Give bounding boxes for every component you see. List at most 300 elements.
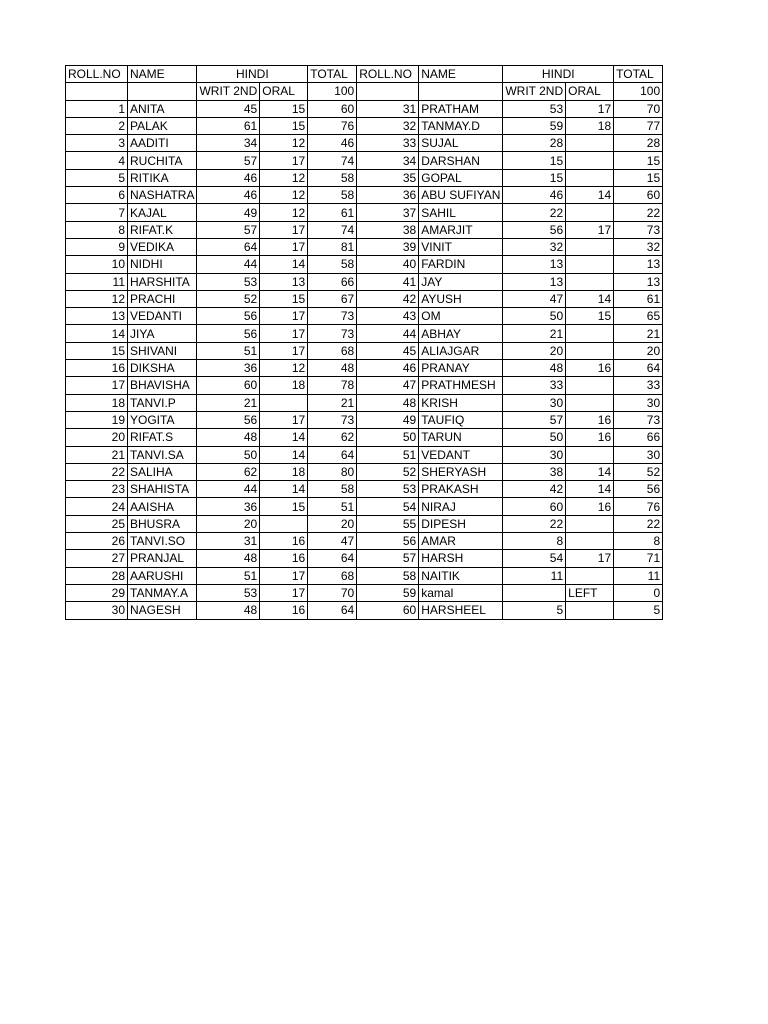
table-row xyxy=(66,515,663,532)
writ-marks-cell: 8 xyxy=(503,533,566,550)
name-cell: RITIKA xyxy=(128,169,197,186)
total-cell: 58 xyxy=(308,256,357,273)
writ-marks-cell: 56 xyxy=(197,325,260,342)
oral-marks-cell: 14 xyxy=(566,481,614,498)
roll-no-cell: 58 xyxy=(357,567,419,584)
total-cell: 21 xyxy=(614,325,663,342)
oral-marks-cell: 17 xyxy=(260,238,308,255)
oral-marks-cell xyxy=(566,377,614,394)
oral-marks-cell xyxy=(566,515,614,532)
table-row xyxy=(66,342,663,359)
roll-no-cell: 37 xyxy=(357,204,419,221)
writ-marks-cell: 56 xyxy=(197,308,260,325)
name-cell: DARSHAN xyxy=(419,152,503,169)
writ-marks-cell: 50 xyxy=(197,446,260,463)
roll-no-cell: 10 xyxy=(66,256,128,273)
writ-marks-cell: 32 xyxy=(503,238,566,255)
oral-marks-cell: 17 xyxy=(260,152,308,169)
total-cell: 0 xyxy=(614,584,663,601)
writ-marks-cell: 22 xyxy=(503,515,566,532)
writ-marks-cell: 46 xyxy=(503,187,566,204)
name-cell: HARSH xyxy=(419,550,503,567)
writ-marks-cell: 28 xyxy=(503,135,566,152)
name-cell: VEDIKA xyxy=(128,238,197,255)
name-cell: SALIHA xyxy=(128,463,197,480)
total-cell: 67 xyxy=(308,290,357,307)
oral-marks-cell: 12 xyxy=(260,360,308,377)
table-row xyxy=(66,117,663,134)
name-cell: SAHIL xyxy=(419,204,503,221)
roll-no-cell: 16 xyxy=(66,360,128,377)
table-row xyxy=(66,360,663,377)
writ-marks-cell: 61 xyxy=(197,117,260,134)
name-cell: NAGESH xyxy=(128,602,197,619)
roll-no-cell: 39 xyxy=(357,238,419,255)
writ-marks-cell: 54 xyxy=(503,550,566,567)
name-cell: TANMAY.A xyxy=(128,584,197,601)
total-cell: 73 xyxy=(308,325,357,342)
roll-no-cell: 9 xyxy=(66,238,128,255)
name-cell: GOPAL xyxy=(419,169,503,186)
name-cell: PRANJAL xyxy=(128,550,197,567)
name-cell: NAITIK xyxy=(419,567,503,584)
oral-marks-cell: 14 xyxy=(566,290,614,307)
total-cell: 80 xyxy=(308,463,357,480)
oral-marks-cell xyxy=(566,342,614,359)
writ-marks-cell: 13 xyxy=(503,273,566,290)
writ-marks-cell: 20 xyxy=(197,515,260,532)
writ-marks-cell: 53 xyxy=(197,273,260,290)
total-cell: 32 xyxy=(614,238,663,255)
roll-no-cell: 6 xyxy=(66,187,128,204)
total-cell: 73 xyxy=(308,308,357,325)
total-cell: 66 xyxy=(308,273,357,290)
table-row xyxy=(66,550,663,567)
table-row xyxy=(66,584,663,601)
empty-cell xyxy=(357,83,419,100)
writ-marks-cell: 15 xyxy=(503,152,566,169)
writ-marks-cell: 56 xyxy=(503,221,566,238)
total-cell: 22 xyxy=(614,204,663,221)
name-cell: RUCHITA xyxy=(128,152,197,169)
writ-marks-cell: 13 xyxy=(503,256,566,273)
total-cell: 68 xyxy=(308,567,357,584)
total-cell: 28 xyxy=(614,135,663,152)
writ-marks-cell: 57 xyxy=(197,152,260,169)
roll-no-cell: 51 xyxy=(357,446,419,463)
name-cell: AADITI xyxy=(128,135,197,152)
oral-marks-cell: 17 xyxy=(260,342,308,359)
name-cell: VINIT xyxy=(419,238,503,255)
writ-marks-cell: 38 xyxy=(503,463,566,480)
oral-marks-cell: 13 xyxy=(260,273,308,290)
writ-marks-cell: 30 xyxy=(503,394,566,411)
table-row xyxy=(66,135,663,152)
total-cell: 20 xyxy=(308,515,357,532)
name-cell: DIPESH xyxy=(419,515,503,532)
roll-no-cell: 59 xyxy=(357,584,419,601)
roll-no-cell: 19 xyxy=(66,411,128,428)
roll-no-cell: 2 xyxy=(66,117,128,134)
writ-marks-cell: 36 xyxy=(197,360,260,377)
total-cell: 13 xyxy=(614,273,663,290)
total-cell: 58 xyxy=(308,187,357,204)
subheader-row xyxy=(66,83,663,100)
total-cell: 52 xyxy=(614,463,663,480)
writ-marks-cell: 21 xyxy=(503,325,566,342)
table-row xyxy=(66,256,663,273)
name-cell: TANVI.SO xyxy=(128,533,197,550)
table-row xyxy=(66,533,663,550)
oral-marks-cell: 16 xyxy=(260,602,308,619)
writ-marks-cell: 44 xyxy=(197,256,260,273)
oral-marks-cell: 12 xyxy=(260,204,308,221)
writ-marks-cell: 46 xyxy=(197,187,260,204)
roll-no-cell: 42 xyxy=(357,290,419,307)
roll-no-header-2: ROLL.NO xyxy=(357,66,419,83)
total-cell: 77 xyxy=(614,117,663,134)
total-cell: 70 xyxy=(614,100,663,117)
total-cell: 73 xyxy=(308,411,357,428)
table-row xyxy=(66,187,663,204)
oral-marks-cell: LEFT xyxy=(566,584,614,601)
writ-marks-cell: 51 xyxy=(197,567,260,584)
table-row xyxy=(66,152,663,169)
name-header: NAME xyxy=(128,66,197,83)
roll-no-cell: 56 xyxy=(357,533,419,550)
name-cell: VEDANT xyxy=(419,446,503,463)
writ-marks-cell: 45 xyxy=(197,100,260,117)
writ-marks-cell: 46 xyxy=(197,169,260,186)
writ-marks-cell: 31 xyxy=(197,533,260,550)
table-row xyxy=(66,238,663,255)
oral-marks-cell: 15 xyxy=(260,100,308,117)
writ-marks-cell: 44 xyxy=(197,481,260,498)
total-cell: 71 xyxy=(614,550,663,567)
roll-no-cell: 4 xyxy=(66,152,128,169)
oral-marks-cell: 16 xyxy=(260,550,308,567)
roll-no-cell: 14 xyxy=(66,325,128,342)
oral-marks-cell: 14 xyxy=(260,256,308,273)
total-cell: 61 xyxy=(614,290,663,307)
name-cell: ABHAY xyxy=(419,325,503,342)
table-row xyxy=(66,290,663,307)
roll-no-cell: 32 xyxy=(357,117,419,134)
roll-no-header: ROLL.NO xyxy=(66,66,128,83)
roll-no-cell: 15 xyxy=(66,342,128,359)
table-row xyxy=(66,463,663,480)
name-cell: KRISH xyxy=(419,394,503,411)
table-row xyxy=(66,411,663,428)
oral-subheader: ORAL xyxy=(260,83,308,100)
writ-marks-cell: 56 xyxy=(197,411,260,428)
writ-marks-cell: 62 xyxy=(197,463,260,480)
oral-marks-cell xyxy=(566,325,614,342)
name-cell: SHIVANI xyxy=(128,342,197,359)
name-cell: OM xyxy=(419,308,503,325)
writ-marks-cell: 48 xyxy=(197,550,260,567)
total-cell: 76 xyxy=(308,117,357,134)
roll-no-cell: 5 xyxy=(66,169,128,186)
roll-no-cell: 46 xyxy=(357,360,419,377)
roll-no-cell: 21 xyxy=(66,446,128,463)
oral-marks-cell: 14 xyxy=(260,481,308,498)
table-row xyxy=(66,325,663,342)
table-row xyxy=(66,204,663,221)
oral-marks-cell xyxy=(566,273,614,290)
oral-marks-cell: 17 xyxy=(260,325,308,342)
roll-no-cell: 41 xyxy=(357,273,419,290)
table-row xyxy=(66,481,663,498)
roll-no-cell: 40 xyxy=(357,256,419,273)
oral-marks-cell xyxy=(566,152,614,169)
roll-no-cell: 53 xyxy=(357,481,419,498)
roll-no-cell: 35 xyxy=(357,169,419,186)
roll-no-cell: 7 xyxy=(66,204,128,221)
writ-marks-cell: 57 xyxy=(503,411,566,428)
name-cell: TANMAY.D xyxy=(419,117,503,134)
writ-marks-cell: 60 xyxy=(503,498,566,515)
roll-no-cell: 45 xyxy=(357,342,419,359)
writ-marks-cell: 36 xyxy=(197,498,260,515)
total-cell: 58 xyxy=(308,481,357,498)
oral-marks-cell: 17 xyxy=(260,584,308,601)
total-cell: 20 xyxy=(614,342,663,359)
total-cell: 5 xyxy=(614,602,663,619)
roll-no-cell: 44 xyxy=(357,325,419,342)
total-cell: 60 xyxy=(614,187,663,204)
oral-marks-cell: 17 xyxy=(566,100,614,117)
writ-marks-cell: 48 xyxy=(197,429,260,446)
table-row xyxy=(66,273,663,290)
oral-marks-cell: 17 xyxy=(260,567,308,584)
roll-no-cell: 43 xyxy=(357,308,419,325)
name-cell: TANVI.SA xyxy=(128,446,197,463)
total-cell: 51 xyxy=(308,498,357,515)
name-cell: NIRAJ xyxy=(419,498,503,515)
oral-subheader-2: ORAL xyxy=(566,83,614,100)
marks-table xyxy=(65,65,663,620)
name-cell: JIYA xyxy=(128,325,197,342)
table-row xyxy=(66,377,663,394)
writ-marks-cell: 52 xyxy=(197,290,260,307)
roll-no-cell: 18 xyxy=(66,394,128,411)
oral-marks-cell: 17 xyxy=(260,308,308,325)
oral-marks-cell xyxy=(260,394,308,411)
table-row xyxy=(66,446,663,463)
table-row xyxy=(66,100,663,117)
writ-marks-cell: 60 xyxy=(197,377,260,394)
oral-marks-cell xyxy=(566,533,614,550)
writ-marks-cell: 11 xyxy=(503,567,566,584)
total-cell: 21 xyxy=(308,394,357,411)
name-cell: PRATHMESH xyxy=(419,377,503,394)
oral-marks-cell: 16 xyxy=(566,498,614,515)
writ-marks-cell: 50 xyxy=(503,308,566,325)
name-cell: ABU SUFIYAN xyxy=(419,187,503,204)
name-cell: YOGITA xyxy=(128,411,197,428)
total-cell: 15 xyxy=(614,152,663,169)
writ-marks-cell: 42 xyxy=(503,481,566,498)
max-marks-2: 100 xyxy=(614,83,663,100)
oral-marks-cell: 17 xyxy=(260,221,308,238)
oral-marks-cell: 18 xyxy=(566,117,614,134)
name-cell: SHERYASH xyxy=(419,463,503,480)
total-cell: 74 xyxy=(308,152,357,169)
name-cell: NIDHI xyxy=(128,256,197,273)
roll-no-cell: 23 xyxy=(66,481,128,498)
oral-marks-cell: 17 xyxy=(566,221,614,238)
oral-marks-cell xyxy=(566,567,614,584)
roll-no-cell: 34 xyxy=(357,152,419,169)
total-cell: 8 xyxy=(614,533,663,550)
total-header: TOTAL xyxy=(308,66,357,83)
roll-no-cell: 57 xyxy=(357,550,419,567)
max-marks: 100 xyxy=(308,83,357,100)
oral-marks-cell xyxy=(566,602,614,619)
name-cell: SHAHISTA xyxy=(128,481,197,498)
oral-marks-cell: 15 xyxy=(566,308,614,325)
table-row xyxy=(66,221,663,238)
name-cell: PRAKASH xyxy=(419,481,503,498)
total-cell: 58 xyxy=(308,169,357,186)
total-cell: 56 xyxy=(614,481,663,498)
roll-no-cell: 26 xyxy=(66,533,128,550)
header-row xyxy=(66,66,663,83)
table-row xyxy=(66,429,663,446)
empty-cell xyxy=(66,83,128,100)
writ-marks-cell: 53 xyxy=(197,584,260,601)
oral-marks-cell: 18 xyxy=(260,463,308,480)
oral-marks-cell: 15 xyxy=(260,498,308,515)
roll-no-cell: 27 xyxy=(66,550,128,567)
writ-marks-cell: 33 xyxy=(503,377,566,394)
oral-marks-cell: 14 xyxy=(260,429,308,446)
writ-marks-cell: 57 xyxy=(197,221,260,238)
writ-marks-cell: 48 xyxy=(197,602,260,619)
hindi-header: HINDI xyxy=(197,66,308,83)
name-cell: TANVI.P xyxy=(128,394,197,411)
oral-marks-cell: 16 xyxy=(566,360,614,377)
oral-marks-cell: 16 xyxy=(566,429,614,446)
roll-no-cell: 55 xyxy=(357,515,419,532)
name-cell: PRATHAM xyxy=(419,100,503,117)
oral-marks-cell xyxy=(566,394,614,411)
oral-marks-cell: 15 xyxy=(260,290,308,307)
oral-marks-cell: 12 xyxy=(260,135,308,152)
roll-no-cell: 54 xyxy=(357,498,419,515)
roll-no-cell: 28 xyxy=(66,567,128,584)
name-cell: ALIAJGAR xyxy=(419,342,503,359)
total-cell: 22 xyxy=(614,515,663,532)
name-cell: TAUFIQ xyxy=(419,411,503,428)
roll-no-cell: 30 xyxy=(66,602,128,619)
roll-no-cell: 24 xyxy=(66,498,128,515)
total-cell: 33 xyxy=(614,377,663,394)
name-cell: RIFAT.K xyxy=(128,221,197,238)
name-cell: KAJAL xyxy=(128,204,197,221)
name-cell: BHAVISHA xyxy=(128,377,197,394)
name-cell: AMAR xyxy=(419,533,503,550)
oral-marks-cell: 16 xyxy=(260,533,308,550)
empty-cell xyxy=(128,83,197,100)
oral-marks-cell: 17 xyxy=(260,411,308,428)
total-cell: 81 xyxy=(308,238,357,255)
name-cell: BHUSRA xyxy=(128,515,197,532)
name-cell: TARUN xyxy=(419,429,503,446)
roll-no-cell: 3 xyxy=(66,135,128,152)
total-cell: 64 xyxy=(308,446,357,463)
writ-marks-cell: 47 xyxy=(503,290,566,307)
table-row xyxy=(66,169,663,186)
empty-cell xyxy=(419,83,503,100)
writ-marks-cell: 20 xyxy=(503,342,566,359)
oral-marks-cell: 16 xyxy=(566,411,614,428)
total-cell: 30 xyxy=(614,446,663,463)
roll-no-cell: 60 xyxy=(357,602,419,619)
name-cell: kamal xyxy=(419,584,503,601)
writ-subheader: WRIT 2ND xyxy=(197,83,260,100)
name-cell: ANITA xyxy=(128,100,197,117)
roll-no-cell: 47 xyxy=(357,377,419,394)
table-row xyxy=(66,394,663,411)
writ-marks-cell: 59 xyxy=(503,117,566,134)
oral-marks-cell: 12 xyxy=(260,169,308,186)
total-cell: 11 xyxy=(614,567,663,584)
table-row xyxy=(66,567,663,584)
total-cell: 68 xyxy=(308,342,357,359)
name-cell: FARDIN xyxy=(419,256,503,273)
total-cell: 15 xyxy=(614,169,663,186)
oral-marks-cell xyxy=(566,135,614,152)
name-cell: VEDANTI xyxy=(128,308,197,325)
writ-marks-cell: 51 xyxy=(197,342,260,359)
table-row xyxy=(66,308,663,325)
oral-marks-cell: 12 xyxy=(260,187,308,204)
writ-marks-cell: 48 xyxy=(503,360,566,377)
name-cell: AARUSHI xyxy=(128,567,197,584)
total-header-2: TOTAL xyxy=(614,66,663,83)
roll-no-cell: 49 xyxy=(357,411,419,428)
total-cell: 62 xyxy=(308,429,357,446)
total-cell: 64 xyxy=(308,602,357,619)
oral-marks-cell xyxy=(566,238,614,255)
roll-no-cell: 25 xyxy=(66,515,128,532)
oral-marks-cell: 14 xyxy=(260,446,308,463)
total-cell: 46 xyxy=(308,135,357,152)
writ-marks-cell: 34 xyxy=(197,135,260,152)
name-cell: SUJAL xyxy=(419,135,503,152)
total-cell: 70 xyxy=(308,584,357,601)
roll-no-cell: 50 xyxy=(357,429,419,446)
name-cell: HARSHITA xyxy=(128,273,197,290)
oral-marks-cell xyxy=(566,446,614,463)
writ-marks-cell: 30 xyxy=(503,446,566,463)
name-cell: AAISHA xyxy=(128,498,197,515)
oral-marks-cell xyxy=(566,169,614,186)
total-cell: 73 xyxy=(614,411,663,428)
table-row xyxy=(66,602,663,619)
roll-no-cell: 29 xyxy=(66,584,128,601)
writ-marks-cell: 50 xyxy=(503,429,566,446)
total-cell: 47 xyxy=(308,533,357,550)
roll-no-cell: 36 xyxy=(357,187,419,204)
total-cell: 64 xyxy=(308,550,357,567)
oral-marks-cell: 14 xyxy=(566,463,614,480)
roll-no-cell: 12 xyxy=(66,290,128,307)
total-cell: 61 xyxy=(308,204,357,221)
roll-no-cell: 17 xyxy=(66,377,128,394)
